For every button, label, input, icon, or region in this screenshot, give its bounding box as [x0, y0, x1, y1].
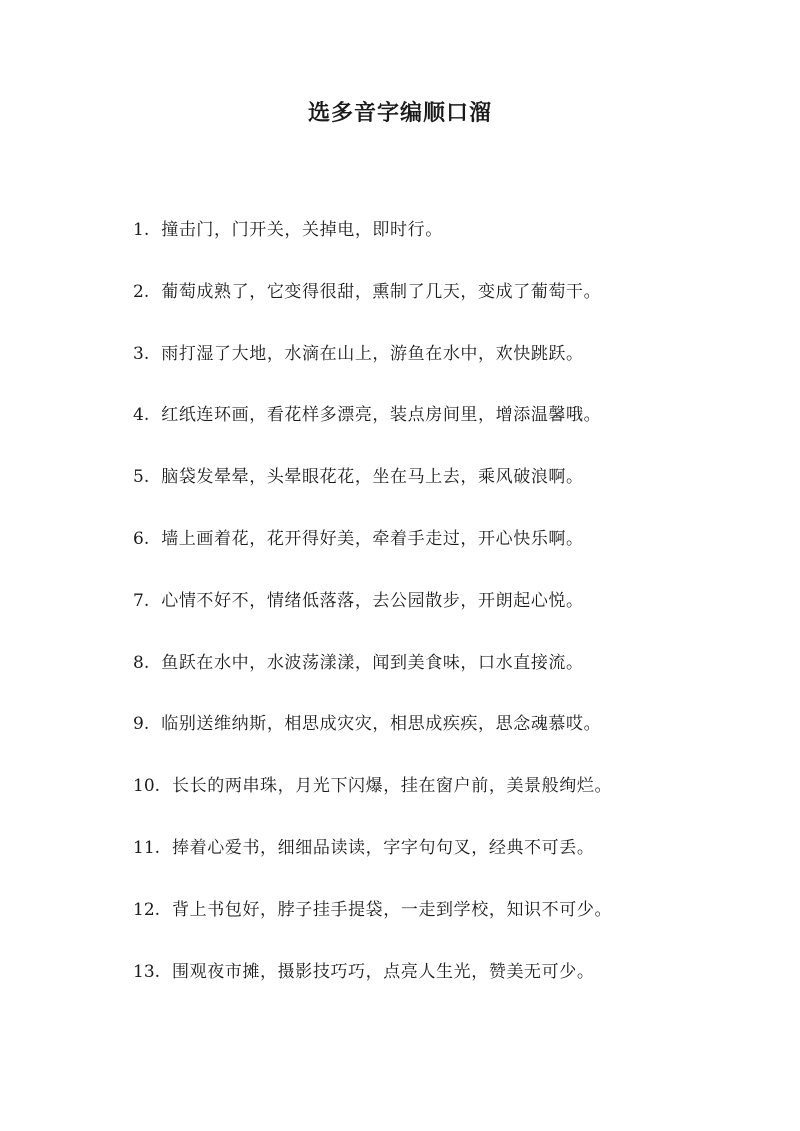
item-text: 围观夜市摊，摄影技巧巧，点亮人生光，赞美无可少。	[172, 961, 595, 982]
item-text: 雨打湿了大地，水滴在山上，游鱼在水中，欢快跳跃。	[161, 343, 584, 364]
list-item	[133, 280, 753, 342]
list-item	[133, 218, 753, 280]
item-number: 13.	[133, 961, 161, 982]
item-text: 撞击门，门开关，关掉电，即时行。	[161, 220, 443, 240]
item-number: 3.	[133, 343, 150, 364]
list-item	[133, 403, 753, 465]
list-item	[133, 960, 753, 1022]
item-number: 4.	[133, 405, 150, 426]
item-number: 8.	[133, 652, 150, 673]
item-number: 1.	[133, 220, 150, 240]
document-title: 选多音字编顺口溜	[307, 100, 492, 126]
item-number: 10.	[133, 776, 161, 797]
item-number: 7.	[133, 590, 150, 611]
item-text: 红纸连环画，看花样多漂亮，装点房间里，增添温馨哦。	[161, 405, 602, 426]
item-text: 心情不好不，情绪低落落，去公园散步，开朗起心悦。	[161, 590, 584, 611]
list-item	[133, 774, 753, 836]
item-text: 墙上画着花，花开得好美，牵着手走过，开心快乐啊。	[161, 528, 584, 549]
item-text: 长长的两串珠，月光下闪爆，挂在窗户前，美景般绚烂。	[172, 776, 613, 797]
list-item	[133, 651, 753, 713]
item-number: 11.	[133, 837, 161, 858]
item-number: 12.	[133, 899, 161, 920]
rhyme-list	[133, 218, 753, 1021]
item-number: 5.	[133, 467, 150, 488]
item-number: 9.	[133, 714, 150, 735]
item-text: 背上书包好，脖子挂手提袋，一走到学校，知识不可少。	[172, 899, 613, 920]
list-item	[133, 465, 753, 527]
item-number: 2.	[133, 281, 150, 302]
list-item	[133, 712, 753, 774]
list-item	[133, 836, 753, 898]
list-item	[133, 589, 753, 651]
item-text: 捧着心爱书，细细品读读，字字句句叉，经典不可丢。	[172, 837, 595, 858]
item-text: 葡萄成熟了，它变得很甜，熏制了几天，变成了葡萄干。	[161, 281, 602, 302]
item-number: 6.	[133, 528, 150, 549]
list-item	[133, 898, 753, 960]
list-item	[133, 527, 753, 589]
item-text: 脑袋发晕晕，头晕眼花花，坐在马上去，乘风破浪啊。	[161, 467, 584, 488]
item-text: 临别送维纳斯，相思成灾灾，相思成疾疾，思念魂慕哎。	[161, 714, 602, 735]
item-text: 鱼跃在水中，水波荡漾漾，闻到美食味，口水直接流。	[161, 652, 584, 673]
list-item	[133, 342, 753, 404]
